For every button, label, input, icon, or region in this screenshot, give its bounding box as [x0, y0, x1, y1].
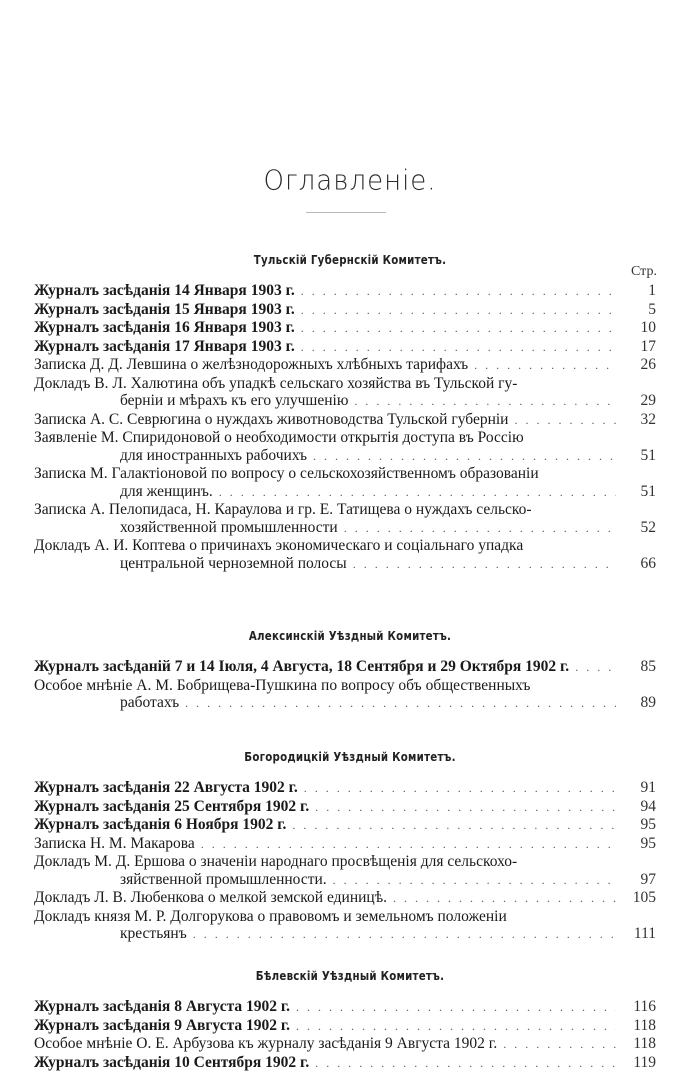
toc-page-number: 119 [633, 1053, 656, 1071]
page-title: Оглавленіе. [263, 165, 437, 197]
section-heading: Тульскій Губернскій Комитетъ. [253, 252, 447, 267]
toc-entry-title: Журналъ засѣданія 10 Сентября 1902 г. [34, 1053, 310, 1071]
toc-entry-title: Докладъ В. Л. Халютина объ упадкѣ сельскаго хозяйства въ Тульской гу- [34, 374, 518, 392]
toc-entry-title: Записка А. Пелопидаса, Н. Караулова и гр. Е. Татищева о нуждахъ сельско- [34, 501, 532, 518]
dot-leader [301, 283, 616, 301]
dot-leader [514, 412, 616, 430]
dot-leader [315, 799, 616, 817]
dot-leader [193, 926, 616, 944]
toc-entry[interactable] [34, 998, 656, 1017]
dot-leader [301, 320, 616, 338]
toc-entry-line [34, 356, 656, 375]
toc-page-number: 1 [648, 282, 656, 299]
dot-leader [292, 817, 616, 835]
dot-leader [474, 357, 616, 375]
toc-entry[interactable] [34, 375, 656, 411]
toc-page-number: 89 [640, 694, 656, 711]
toc-entry-title: Журналъ засѣданія 22 Августа 1902 г. [34, 779, 298, 796]
toc-entry[interactable] [34, 798, 656, 817]
toc-entry-title: хозяйственной промышленности [120, 518, 338, 536]
toc-page-number: 95 [640, 834, 656, 852]
toc-entry-title: Докладъ А. И. Коптева о причинахъ экономическаго и соціальнаго упадка [34, 537, 524, 554]
toc-entry[interactable] [34, 908, 656, 944]
toc-page-number: 118 [633, 1035, 656, 1052]
toc-entry-title: Записка Н. М. Макарова [34, 834, 195, 852]
toc-entry-title: Особое мнѣніе О. Е. Арбузова къ журналу засѣданія 9 Августа 1902 г. [34, 1035, 498, 1052]
toc-entry-line [34, 798, 656, 817]
toc-page-number: 97 [640, 870, 656, 888]
toc-entry-line [34, 677, 656, 695]
toc-entry-line [34, 537, 656, 555]
toc-entry[interactable] [34, 301, 656, 320]
section-heading: Алексинскій Уѣздный Комитетъ. [248, 628, 452, 643]
toc-entry[interactable] [34, 465, 656, 501]
toc-entry[interactable] [34, 816, 656, 835]
toc-entry-title: Журналъ засѣданія 25 Сентября 1902 г. [34, 797, 310, 815]
toc-entry-title: Докладъ князя М. Р. Долгорукова о правовомъ и земельномъ положеніи [34, 907, 507, 925]
toc-entry-title: Докладъ М. Д. Ершова о значеніи народнаго просвѣщенія для сельскохо- [34, 853, 518, 870]
toc-entry-title: Журналъ засѣданія 14 Января 1903 г. [34, 282, 295, 299]
toc-entry-line [34, 1054, 656, 1073]
section-heading: Богородицкій Уѣздный Комитетъ. [244, 749, 456, 764]
toc-page-number: 95 [640, 816, 656, 833]
toc-entry-title: Журналъ засѣданія 6 Ноября 1902 г. [34, 816, 287, 833]
toc-entry-line [34, 483, 656, 502]
toc-entry[interactable] [34, 356, 656, 375]
dot-leader [503, 1036, 616, 1054]
toc-entry[interactable] [34, 1035, 656, 1054]
dot-leader [393, 890, 616, 908]
toc-entry-title: для иностранныхъ рабочихъ [120, 446, 308, 464]
toc-page-number: 116 [633, 998, 656, 1015]
dot-leader [333, 872, 616, 890]
dot-leader [301, 339, 616, 357]
toc-entry[interactable] [34, 501, 656, 537]
toc-entry-title: зяйственной промышленности. [120, 870, 327, 888]
toc-entry-line [34, 816, 656, 835]
toc-entry[interactable] [34, 1017, 656, 1036]
toc-entry-line [34, 429, 656, 447]
toc-entry-title: Особое мнѣніе А. М. Бобрищева-Пушкина по вопросу объ общественныхъ [34, 676, 531, 694]
toc-section-list [34, 998, 656, 1072]
toc-section-list [34, 779, 656, 944]
toc-entry-title: Журналъ засѣданія 15 Января 1903 г. [34, 300, 295, 318]
toc-entry-line [34, 519, 656, 538]
page-column-label: Стр. [631, 264, 657, 279]
toc-entry-line [34, 925, 656, 944]
toc-page-number: 105 [632, 889, 656, 906]
toc-entry-title: Докладъ Л. В. Любенкова о мелкой земской единицѣ. [34, 889, 388, 906]
toc-entry-line [34, 375, 656, 393]
toc-entry[interactable] [34, 282, 656, 301]
dot-leader [296, 999, 616, 1017]
toc-page-number: 51 [640, 482, 656, 500]
toc-page-number: 85 [640, 658, 656, 675]
toc-entry-line [34, 853, 656, 871]
toc-entry-line [34, 301, 656, 320]
toc-entry-title: Журналъ засѣданій 7 и 14 Іюля, 4 Августа, 18 Сентября и 29 Октября 1902 г. [34, 658, 570, 675]
toc-page-number: 111 [633, 925, 656, 942]
toc-entry-title: центральной черноземной полосы [120, 554, 347, 572]
toc-entry[interactable] [34, 835, 656, 854]
toc-entry-title: работахъ [120, 694, 180, 711]
toc-entry-line [34, 1017, 656, 1036]
toc-entry[interactable] [34, 677, 656, 713]
title-divider [306, 212, 386, 213]
toc-entry[interactable] [34, 319, 656, 338]
toc-entry-line [34, 835, 656, 854]
toc-entry-line [34, 282, 656, 301]
toc-section-list [34, 282, 656, 573]
toc-section-list [34, 658, 656, 713]
toc-entry-title: Заявленіе М. Спиридоновой о необходимости открытія доступа въ Россію [34, 429, 524, 446]
dot-leader [296, 1018, 616, 1036]
toc-page-number: 94 [640, 797, 656, 815]
dot-leader [313, 448, 616, 466]
toc-entry-line [34, 338, 656, 357]
dot-leader [185, 695, 616, 713]
toc-page-number: 118 [633, 1016, 656, 1034]
toc-entry-line [34, 447, 656, 466]
dot-leader [353, 556, 616, 574]
toc-entry[interactable] [34, 537, 656, 573]
dot-leader [315, 1055, 616, 1073]
toc-entry-title: Журналъ засѣданія 8 Августа 1902 г. [34, 998, 291, 1015]
toc-entry-title: крестьянъ [120, 925, 187, 942]
toc-entry-title: Журналъ засѣданія 17 Января 1903 г. [34, 337, 295, 355]
toc-entry-line [34, 392, 656, 411]
toc-page-number: 26 [640, 356, 656, 373]
toc-entry[interactable] [34, 889, 656, 908]
toc-entry-line [34, 555, 656, 574]
dot-leader [575, 659, 616, 677]
dot-leader [219, 484, 616, 502]
toc-page-number: 10 [640, 319, 656, 336]
toc-page-number: 17 [640, 337, 656, 355]
toc-entry[interactable] [34, 853, 656, 889]
toc-page-number: 51 [640, 446, 656, 464]
toc-entry-line [34, 779, 656, 798]
toc-entry-line [34, 889, 656, 908]
dot-leader [201, 836, 616, 854]
toc-entry[interactable] [34, 779, 656, 798]
toc-entry[interactable] [34, 411, 656, 430]
toc-entry-line [34, 465, 656, 483]
toc-entry[interactable] [34, 429, 656, 465]
toc-entry-line [34, 871, 656, 890]
toc-entry[interactable] [34, 1054, 656, 1073]
toc-entry-title: для женщинъ. [120, 482, 213, 500]
dot-leader [304, 780, 616, 798]
toc-entry-title: Записка А. С. Севрюгина о нуждахъ животноводства Тульской губерніи [34, 410, 509, 428]
toc-entry-line [34, 319, 656, 338]
toc-entry-line [34, 694, 656, 713]
toc-entry[interactable] [34, 658, 656, 677]
toc-page-number: 32 [640, 410, 656, 428]
dot-leader [301, 302, 616, 320]
toc-page-number: 29 [640, 392, 656, 409]
dot-leader [354, 393, 616, 411]
toc-entry-line [34, 1035, 656, 1054]
toc-page-number: 91 [640, 779, 656, 796]
toc-entry-title: Журналъ засѣданія 16 Января 1903 г. [34, 319, 295, 336]
toc-entry-title: Записка Д. Д. Левшина о желѣзнодорожныхъ хлѣбныхъ тарифахъ [34, 356, 469, 373]
toc-entry-line [34, 908, 656, 926]
toc-page-number: 52 [640, 518, 656, 536]
toc-entry-title: берніи и мѣрахъ къ его улучшенію [120, 392, 349, 409]
toc-entry-line [34, 501, 656, 519]
dot-leader [344, 520, 616, 538]
section-heading: Бѣлевскій Уѣздный Комитетъ. [255, 968, 445, 983]
toc-entry[interactable] [34, 338, 656, 357]
toc-entry-line [34, 411, 656, 430]
toc-page-number: 5 [648, 300, 656, 318]
toc-entry-title: Записка М. Галактіоновой по вопросу о сельскохозяйственномъ образованіи [34, 465, 539, 482]
toc-entry-line [34, 658, 656, 677]
toc-page-number: 66 [640, 554, 656, 572]
toc-entry-title: Журналъ засѣданія 9 Августа 1902 г. [34, 1016, 291, 1034]
toc-entry-line [34, 998, 656, 1017]
